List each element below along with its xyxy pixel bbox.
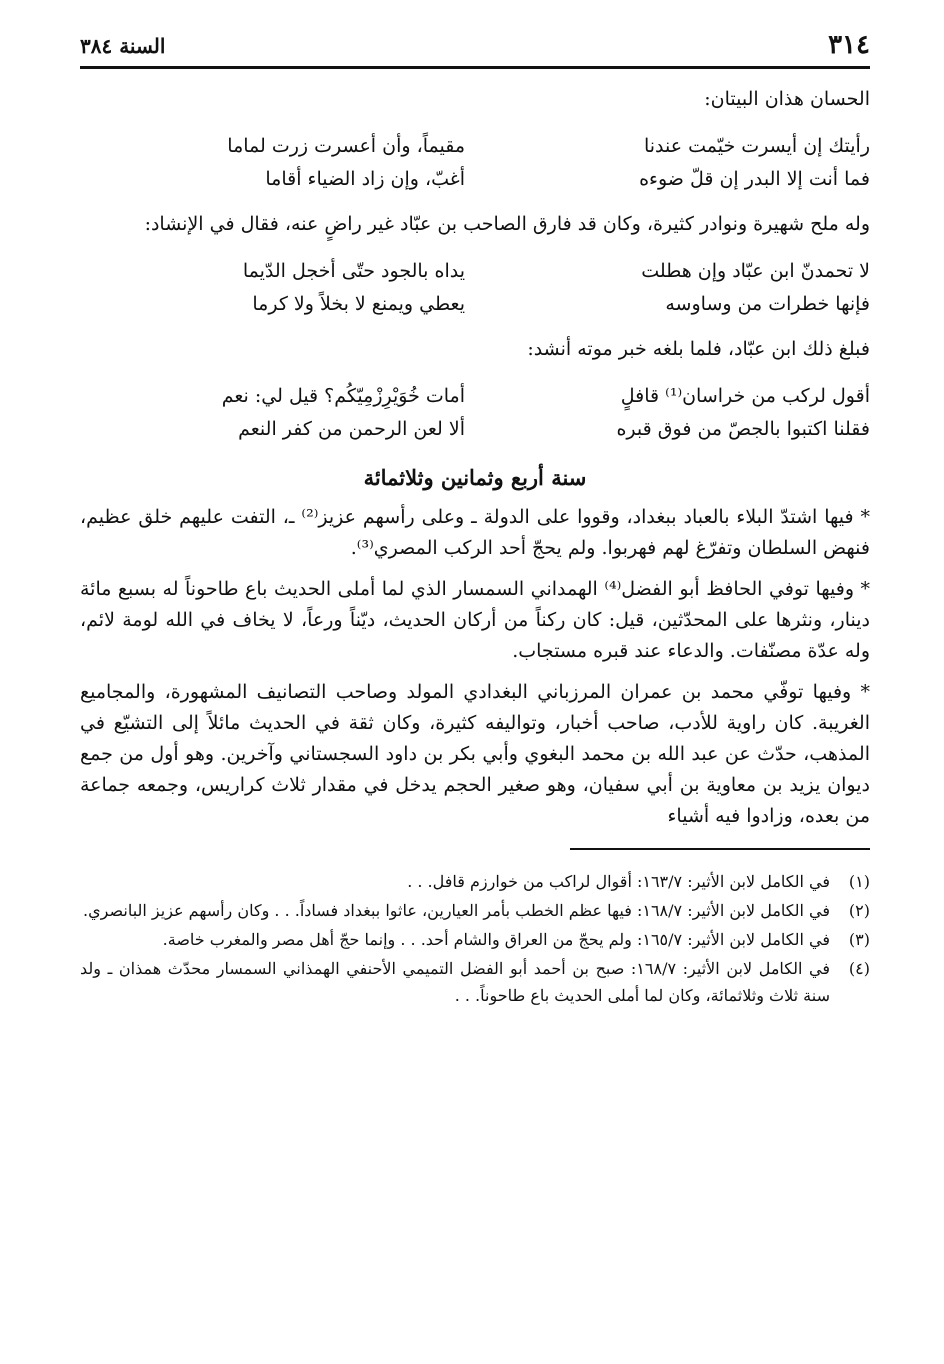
paragraph: * وفيها توفي الحافظ أبو الفضل⁽⁴⁾ الهمداني السمسار الذي لما أملى الحديث باع طاحوناً له بسبع مائة دينار، ونثرها على المحدّثين، قيل: كان ركناً من أركان الحديث، ديّناً ورعاً، لا يخاف في الله لومة لائم، وله عدّة مصنّفات. والدعاء عند قبره مستجاب. (80, 578, 870, 662)
footnote-mark: (٤) (848, 959, 870, 978)
paragraph: فبلغ ذلك ابن عبّاد، فلما بلغه خبر موته أنشد: (527, 338, 870, 360)
footnote-text: في الكامل لابن الأثير: ١٦٥/٧: ولم يحجّ من العراق والشام أحد. . . وإنما حجّ أهل مصر والمغرب خاصة. (162, 930, 830, 949)
paragraph: وله ملح شهيرة ونوادر كثيرة، وكان قد فارق الصاحب بن عبّاد غير راضٍ عنه، فقال في الإنشاد: (144, 213, 870, 235)
footnote-text: في الكامل لابن الأثير: ١٦٣/٧: أقوال لراكب من خوارزم قافل. . . (407, 872, 830, 891)
section-title: سنة أربع وثمانين وثلاثمائة (363, 465, 587, 490)
verse-second-hemistich: ألا لعن الرحمن من كفر النعم (238, 417, 465, 440)
footnote-text: في الكامل لابن الأثير: ١٦٨/٧: صبح بن أحمد أبو الفضل التميمي الأحنفي الهمذاني السمسار محدّث همذان ـ ولد سنة ثلاث وثلاثمائة، وكان لما أملى الحديث باع طاحوناً. . . (80, 959, 830, 1005)
verse (80, 162, 870, 195)
verse-second-hemistich: أغبّ، وإن زاد الضياء أقاما (265, 167, 465, 190)
verse (80, 379, 870, 412)
verse-second-hemistich: أمات خُوَيْرِزْمِيّكُم؟ قيل لي: نعم (221, 384, 465, 407)
verse (80, 412, 870, 445)
page-number: ٣١٤ (828, 30, 870, 60)
verse-second-hemistich: مقيماً، وأن أعسرت زرت لماما (227, 134, 465, 157)
verse-first-hemistich: رأيتك إن أيسرت خيّمت عندنا (643, 134, 870, 157)
verse (80, 287, 870, 320)
footnote-mark: (١) (848, 872, 870, 891)
footnote (80, 868, 870, 895)
footnotes (80, 868, 870, 1009)
verse-second-hemistich: يداه بالجود حتّى أخجل الدّيما (242, 259, 465, 282)
footnote-rule (570, 848, 870, 850)
footnote (80, 897, 870, 924)
header-rule (80, 66, 870, 69)
verse-first-hemistich: لا تحمدنّ ابن عبّاد وإن هطلت (641, 259, 870, 282)
footnote-mark: (٣) (848, 930, 870, 949)
verse (80, 129, 870, 162)
paragraph: * فيها اشتدّ البلاء بالعباد ببغداد، وقووا على الدولة ـ وعلى رأسهم عزيز⁽²⁾ ـ، التفت عليهم خلق عظيم، فنهض السلطان وتفرّغ لهم فهربوا. ولم يحجّ أحد الركب المصري⁽³⁾. (80, 506, 870, 559)
paragraph: * وفيها توفّي محمد بن عمران المرزباني البغدادي المولد وصاحب التصانيف المشهورة، والمجاميع الغريبة. كان راوية للأدب، صاحب أخبار، وتواليفه كثيرة، وكان ثقة في الحديث مائلاً إلى التشيّع في المذهب، حدّث عن عبد الله بن محمد البغوي وأبي بكر بن داود السجستاني وآخرين. وهو أول من جمع ديوان يزيد بن معاوية بن أبي سفيان، وهو صغير الحجم يدخل في مقدار ثلاث كراريس، وجمعه جماعة من بعده، وزادوا فيه أشياء (80, 681, 870, 827)
verse-first-hemistich: فإنها خطرات من وساوسه (665, 292, 870, 315)
footnote (80, 926, 870, 953)
poem-3 (80, 379, 870, 445)
verse-first-hemistich: فما أنت إلا البدر إن قلّ ضوءه (639, 167, 870, 190)
footnote-text: في الكامل لابن الأثير: ١٦٨/٧: فيها عظم الخطب بأمر العيارين، عاثوا ببغداد فساداً. . . وكان رأسهم عزيز البانصري. (83, 901, 830, 920)
verse-second-hemistich: يعطي ويمنع لا بخلاً ولا كرما (252, 292, 465, 315)
book-page (80, 30, 870, 1011)
verse (80, 254, 870, 287)
footnote-mark: (٢) (848, 901, 870, 920)
poem-2 (80, 254, 870, 320)
intro-line: الحسان هذان البيتان: (704, 88, 870, 110)
verse-first-hemistich: أقول لركب من خراسان⁽¹⁾ قافلٍ (620, 384, 870, 407)
verse-first-hemistich: فقلنا اكتبوا بالجصّ من فوق قبره (616, 417, 870, 440)
poem-1 (80, 129, 870, 195)
running-head: السنة ٣٨٤ (80, 34, 166, 58)
footnote (80, 955, 870, 1009)
page-header (80, 30, 870, 64)
